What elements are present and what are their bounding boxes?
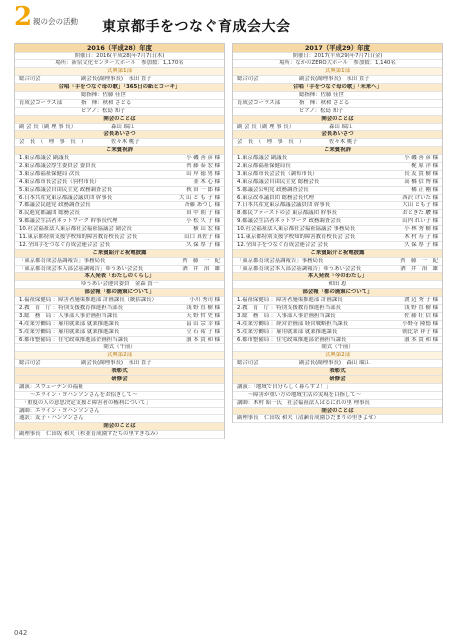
mc-row: [233, 76, 442, 84]
training-line: 講演：スウェーデンの福祉: [15, 384, 224, 392]
ceremony-part2-heading: 式典第2部: [233, 352, 442, 360]
guest-speeches-heading: ご来賓祝辞: [233, 147, 442, 155]
policy-row: 4.産業労働局 ：雇用就業部 就業推進課長 畠 山 宗 幸 様: [15, 321, 224, 329]
greeting-name: 佐々木 桃子: [329, 139, 358, 146]
chorus-conductor-general: 総指揮：佐藤 佳世: [81, 91, 126, 98]
policy-row: 3.総 務 局 ：人事部人事企画担当課長 佐 藤 壮 信 様: [233, 313, 442, 321]
guest-row: 7.日本共産党東京都議会議員団 幹事長 大山 とも子 様: [233, 202, 442, 210]
mc2-name: 副会長(副理事長) 永田 直子: [81, 360, 152, 367]
mc-name: 副会長(副理事長) 永田 直子: [299, 76, 370, 83]
training-line: 講演：「地域で自分らしく暮らす２！」: [233, 384, 442, 392]
guest-row: 8.都民ファーストの会 東京都議団 幹事長 おときた 駿 様: [233, 210, 442, 218]
event-venue: 場所：なかのZERO大ホール 参加数：1,140名: [233, 60, 442, 68]
guest-row: 1.東京都議会 副議長 小 磯 善 彦 様: [233, 155, 442, 163]
policy-session-heading: 部会報「都の施策について」: [15, 289, 224, 297]
chapter-label: 親の会の活動: [33, 17, 78, 26]
guest-intro-heading: ご来賓紹介と祝電披露: [233, 250, 442, 258]
self-advocate-heading: 本人発表「今のわたし」: [233, 273, 442, 281]
policy-row: 1.福祉保健局 ：障害者施策推進部 計画課長（統括課長） 小川 秀司 様: [15, 297, 224, 305]
program-2017: [232, 43, 443, 423]
policy-row: 2.教 育 庁 ：特別支援教育推進担当部長 浅 野 直 樹 様: [15, 305, 224, 313]
policy-row: 6.都市整備局 ：住宅政策推進部企画担当課長 濱 本 貴 和 様: [15, 337, 224, 345]
opening-words-heading: 開会のことば: [15, 116, 224, 124]
chorus-row: [15, 108, 224, 116]
opening-words-row: [233, 124, 442, 132]
morning-close: 閉式（午前）: [15, 344, 224, 352]
mc2-role: 総合司会: [19, 360, 41, 367]
chapter-number: 2: [14, 2, 33, 32]
guest-row: 6.東京改革議員団 総務会長代理 西沢 けいた 様: [233, 195, 442, 203]
award-heading: 表彰式: [233, 368, 442, 376]
chorus-heading: 合唱「手をつなぐ母の歌」「365日の紙ヒコーキ」: [15, 84, 224, 92]
chorus-piano: ピアノ：松島 知子: [81, 107, 126, 114]
chorus-conductor: 指 揮：秋和 さとる: [299, 99, 350, 106]
guest-row: 4.東京都議会自由民主党 総務会長 高 橋 信 博 様: [233, 179, 442, 187]
closing-words: 副理事長 仁田坂 和夫（清瀬育成園ひだまりの里きよせ）: [233, 415, 442, 423]
award-heading: 表彰式: [15, 368, 224, 376]
policy-row: 6.都市整備局 ：住宅政策推進部企画担当課長 濱 本 貴 和 様: [233, 337, 442, 345]
policy-session-heading: 部会報「都の施策について」: [233, 289, 442, 297]
mc-name: 副会長(副理事長) 永田 直子: [81, 76, 152, 83]
mc-role: 総合司会: [237, 76, 259, 83]
training-line: 通訳：友子・ハンソンさん: [15, 415, 224, 423]
training-line: 「重度の人の意思決定支援と障害者の権利について」: [15, 400, 224, 408]
greeting-role: 会 長 （ 理 事 長 ）: [19, 139, 87, 146]
guest-row: 4.東京都市長会会長（羽村市長） 並 木 心 様: [15, 179, 224, 187]
closing-words-heading: 閉会のことば: [15, 423, 224, 431]
guest-speeches-heading: ご来賓祝辞: [15, 147, 224, 155]
mc2-row: [233, 360, 442, 368]
guest-row: 7.都議会民進党 政務調査会長 斉藤 あつし 様: [15, 202, 224, 210]
greeting-heading: 会長あいさつ: [233, 131, 442, 139]
self-advocate-presenter: 和田 恵: [233, 281, 442, 289]
chorus-row: [233, 108, 442, 116]
self-advocate-heading: 本人発表「わたしのくらし」: [15, 273, 224, 281]
year-heading: 2017（平成29）年度: [233, 43, 442, 53]
page-number: 042: [14, 629, 28, 637]
greeting-row: [15, 139, 224, 147]
report-row: 「東京都育成会基調報告」事務局長 齊 藤 一 紀: [233, 258, 442, 266]
chorus-row: [233, 92, 442, 100]
greeting-row: [233, 139, 442, 147]
report-row: 「東京都育成会基調報告」事務局長 齊 藤 一 紀: [15, 258, 224, 266]
chorus-group: 育成会コーラス部: [237, 99, 280, 106]
guest-row: 2.東京都福祉保健局長 梶 原 洋 様: [233, 163, 442, 171]
guest-row: 10.社会福祉法人東京都社会福祉協議会 事務局長 小 林 秀 樹 様: [233, 226, 442, 234]
greeting-heading: 会長あいさつ: [15, 131, 224, 139]
event-venue: 場所：新宿文化センター大ホール 参加数：1,170名: [15, 60, 224, 68]
opening-words-role: 副 会 長（副 理 事 長）: [237, 123, 295, 130]
guest-row: 2.東京都議会厚生委員会 委員長 齊 藤 泰 宏 様: [15, 163, 224, 171]
guest-row: 5.都議会公明党 政務調査会長 橘 正 剛 様: [233, 187, 442, 195]
event-date: 開催日：2017(平成29)年7月7日(金): [233, 53, 442, 61]
training-line: ～障害が重い方の地域生活の実現を目指して～: [233, 392, 442, 400]
guest-intro-heading: ご来賓紹介と祝電披露: [15, 250, 224, 258]
guest-row: 9.都議会生活者ネットワーク 幹事長代理 小 松 久 子 様: [15, 218, 224, 226]
guest-row: 6.日本共産党東京都議会議員団 幹事長 大 山 と も 子 様: [15, 195, 224, 203]
guest-row: 8.民進党都議団 総務会長 田 中 朝 子 様: [15, 210, 224, 218]
opening-words-role: 副 会 長（副 理 事 長）: [19, 123, 77, 130]
self-advocate-presenter: ゆうあい会運営委員 金森 賀一: [15, 281, 224, 289]
closing-words: 副理事長 仁田坂 和夫（杉並育成園すだちの里すぎなみ）: [15, 431, 224, 439]
chorus-row: [233, 100, 442, 108]
policy-row: 3.総 務 局 ：人事部人事企画担当課長 天 野 哲 史 様: [15, 313, 224, 321]
mc2-role: 総合司会: [237, 360, 259, 367]
guest-row: 12.全国手をつなぐ育成会連合会 会長 久 保 厚 子 様: [15, 242, 224, 250]
chorus-piano: ピアノ：松島 知子: [299, 107, 344, 114]
chorus-group: 育成会コーラス部: [19, 99, 62, 106]
chorus-conductor-general: 総指揮：佐藤 佳世: [299, 91, 344, 98]
mc2-name: 副会長(副理事長) 森山 瑠江: [299, 360, 370, 367]
mc-role: 総合司会: [19, 76, 41, 83]
opening-words-name: 森山 瑠江: [111, 123, 135, 130]
chorus-row: [15, 92, 224, 100]
mc2-row: [15, 360, 224, 368]
guest-row: 11.東京都特別支援学校知的障害教育校長会 会長 山口 真佐子 様: [15, 234, 224, 242]
ceremony-part1-heading: 式典第1部: [15, 68, 224, 76]
training-line: 講師：木村 昭一氏 社会福祉法人はるにれの里 理事長: [233, 400, 442, 408]
policy-row: 4.産業労働局 ：経営企画部 経営戦略担当課長 小野寺 隆德 様: [233, 321, 442, 329]
guest-row: 10.社会福祉法人東京都社会福祉協議会 副会長 横 山 宏 様: [15, 226, 224, 234]
opening-words-row: [15, 124, 224, 132]
chorus-heading: 合唱「手をつなぐ母の歌」「未来へ」: [233, 84, 442, 92]
training-line: 講師：エライン・ヨハンソンさん: [15, 408, 224, 416]
policy-row: 1.福祉保健局 ：障害者施策推進部 計画課長 渡 辺 秀 子 様: [233, 297, 442, 305]
greeting-name: 佐々木 桃子: [111, 139, 140, 146]
policy-row: 5.産業労働局 ：雇用就業部 就業推進課長 立 石 祐 子 様: [15, 329, 224, 337]
policy-row: 2.教 育 庁 ：特別支援教育推進担当部長 浅 野 直 樹 様: [233, 305, 442, 313]
ceremony-part2-heading: 式典第2部: [15, 352, 224, 360]
year-heading: 2016（平成28）年度: [15, 43, 224, 53]
guest-row: 5.東京都議会自由民主党 政務調査会長 秋 田 一 郎 様: [15, 187, 224, 195]
guest-row: 3.東京都福祉保健局 次長 山 岸 徳 男 様: [15, 171, 224, 179]
greeting-role: 会 長 （ 理 事 長 ）: [237, 139, 305, 146]
morning-close: 閉式（午前）: [233, 344, 442, 352]
opening-words-name: 森山 瑠江: [329, 123, 353, 130]
training-heading: 研修会: [15, 376, 224, 384]
guest-row: 12.全国手をつなぐ育成会連合会 会長 久 保 厚 子 様: [233, 242, 442, 250]
report-row: 「東京都育成会本人部会基調報告」ゆうあい会会長 酒 井 治 雄: [233, 266, 442, 274]
chorus-row: [15, 100, 224, 108]
guest-row: 1.東京都議会 副議長 小 磯 善 彦 様: [15, 155, 224, 163]
guest-row: 9.都議会生活者ネットワーク 政務調査会長 山内 れい子 様: [233, 218, 442, 226]
page-title: 東京都手をつなぐ育成会大会: [102, 19, 291, 35]
opening-words-heading: 開会のことば: [233, 116, 442, 124]
program-2016: [14, 43, 225, 439]
guest-row: 11.東京都特別支援学校知的障害教育校長会 会長 木 村 寿 子 様: [233, 234, 442, 242]
training-heading: 研修会: [233, 376, 442, 384]
chorus-conductor: 指 揮：秋和 さとる: [81, 99, 132, 106]
guest-row: 3.東京都市長会会長（調布市長） 長 友 貴 樹 様: [233, 171, 442, 179]
policy-row: 5.産業労働局 ：雇用就業部 就業推進課長 朝比奈 祥子 様: [233, 329, 442, 337]
training-line: ～エライン・ヨハンソンさんをお招きして～: [15, 392, 224, 400]
ceremony-part1-heading: 式典第1部: [233, 68, 442, 76]
report-row: 「東京都育成会本人部会基調報告」ゆうあい会会長 酒 井 治 雄: [15, 266, 224, 274]
event-date: 開催日：2016(平成28)年7月7日(木): [15, 53, 224, 61]
mc-row: [15, 76, 224, 84]
closing-words-heading: 閉会のことば: [233, 408, 442, 416]
